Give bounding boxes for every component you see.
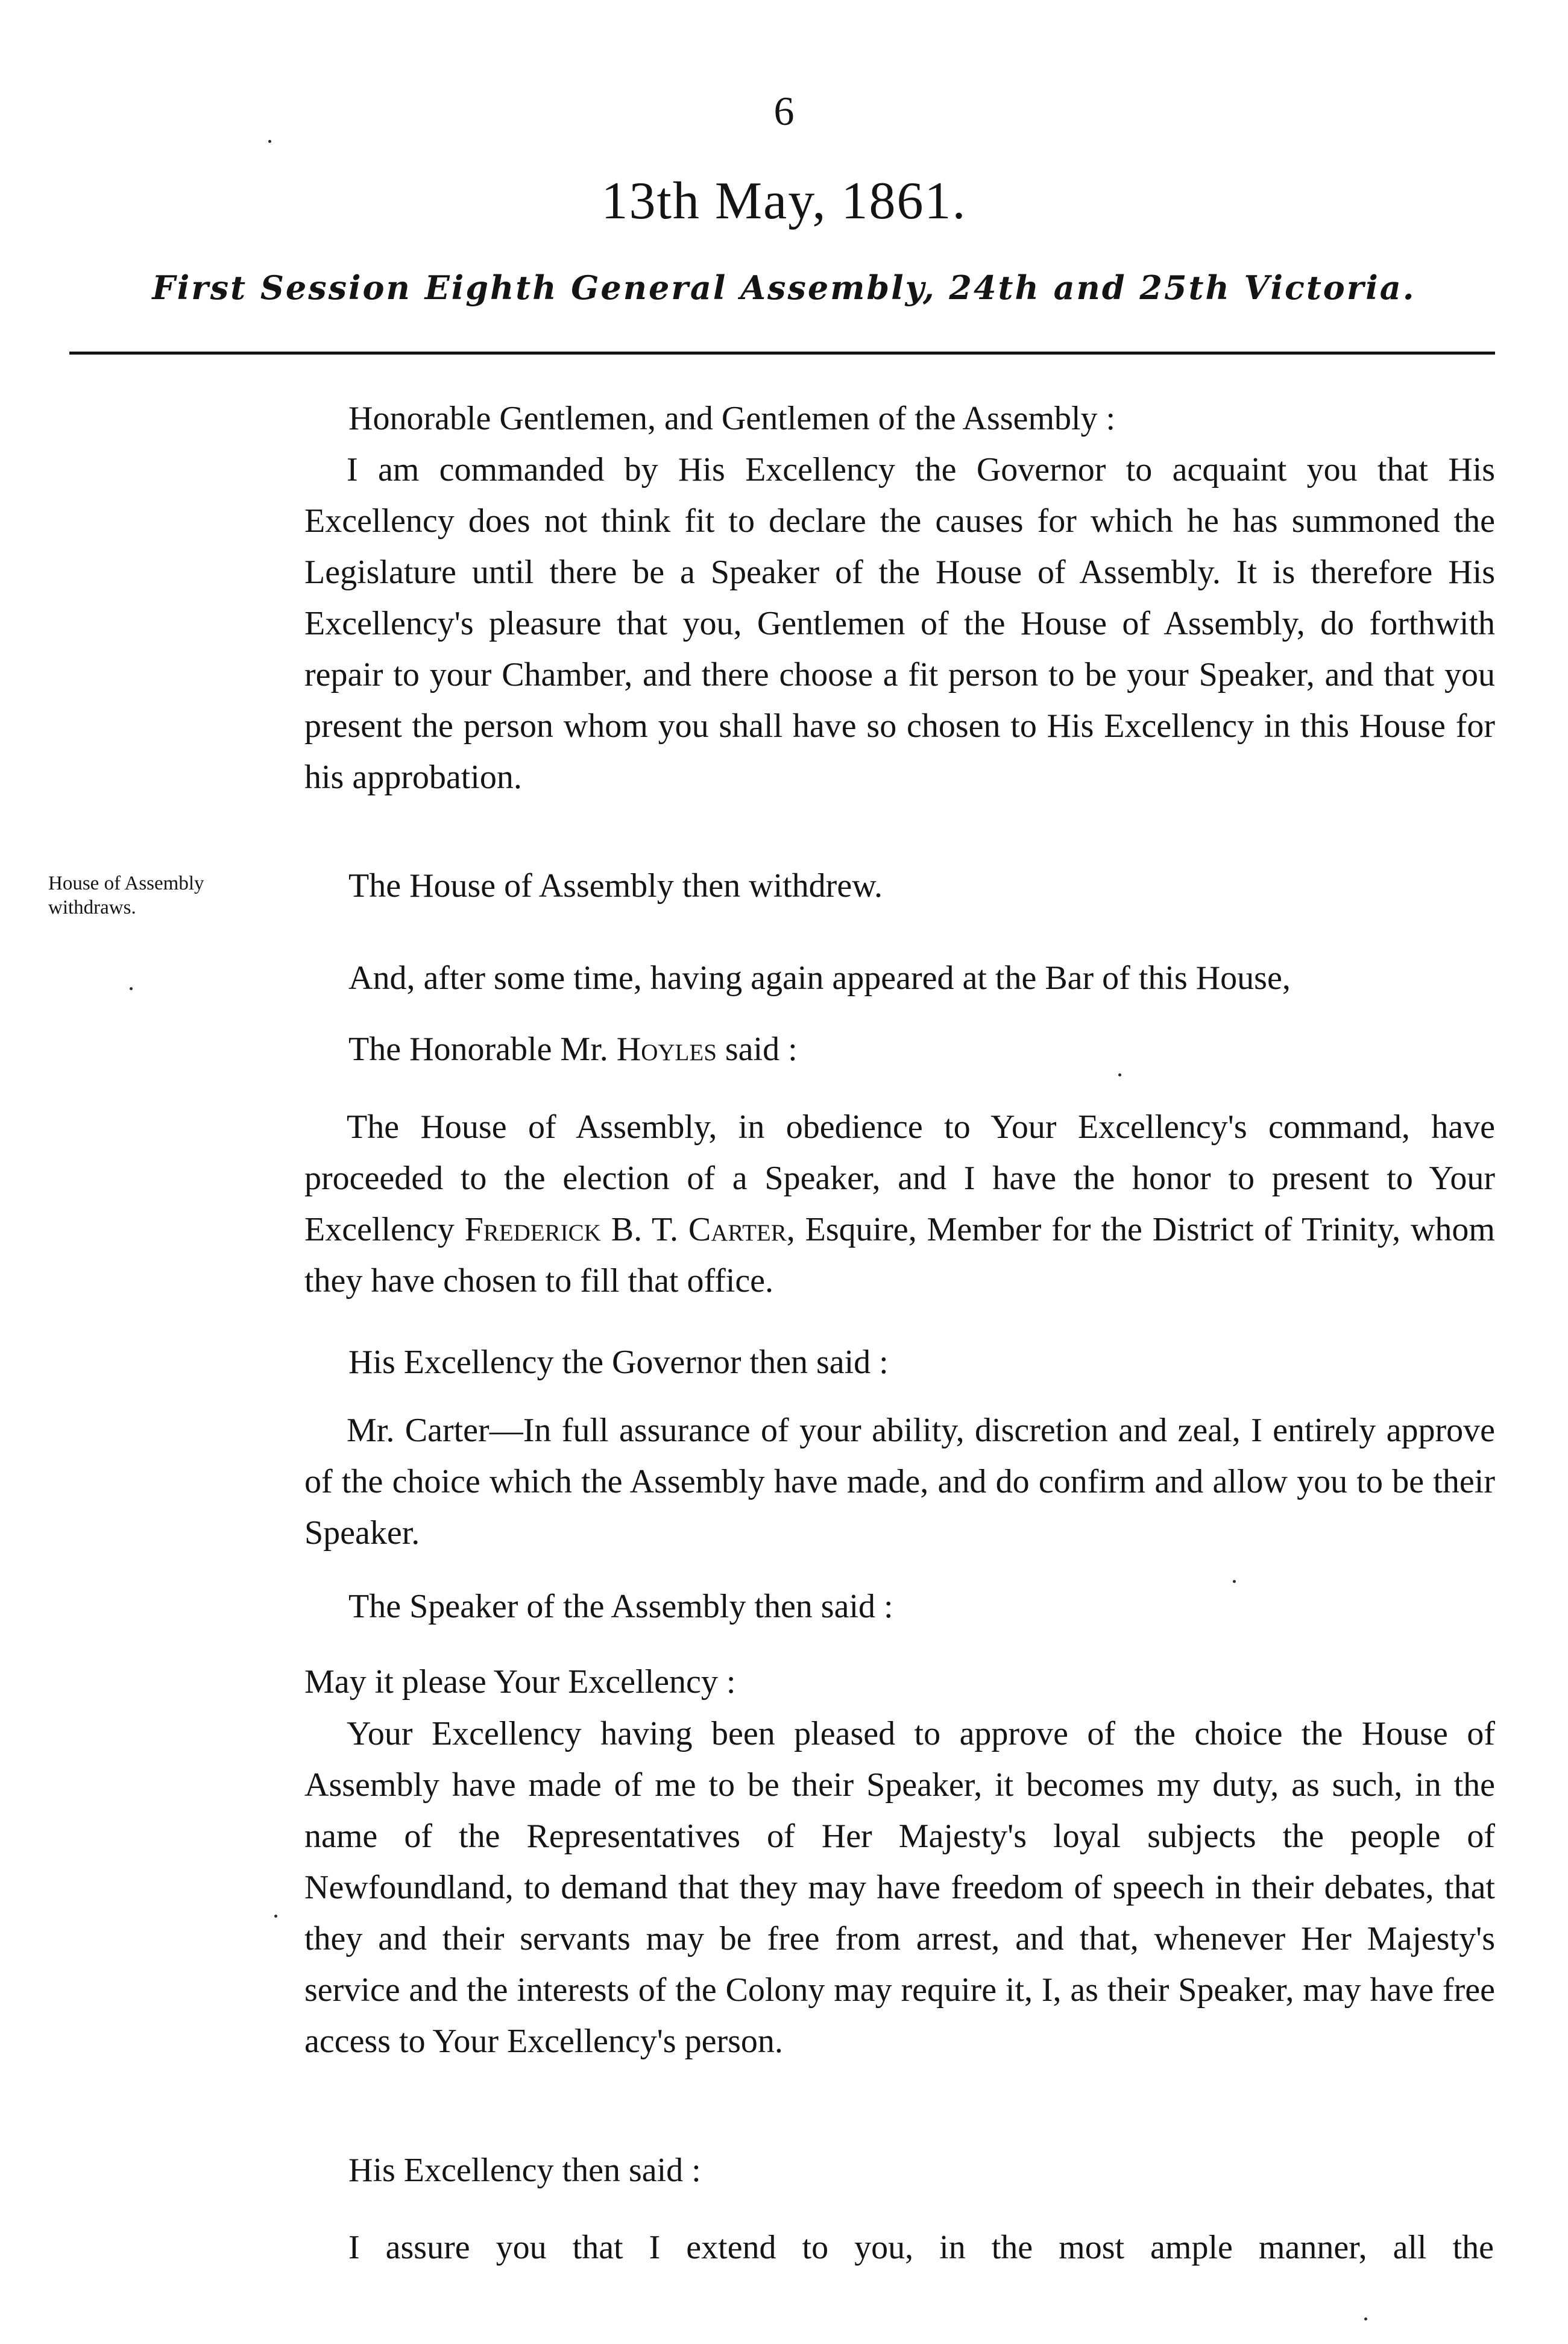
paragraph-address: Honorable Gentlemen, and Gentlemen of the Assembly :	[348, 400, 1116, 437]
paragraph-appeared-at-bar: And, after some time, having again appeared at the Bar of this House,	[348, 959, 1291, 997]
paragraph-election-report: The House of Assembly, in obedience to Your Excellency's command, have proceeded to the election of a Speaker, and I have the honor to present to Your Excellency Frederick B. T. Carter, Esquire, Member for the District of Trinity, whom they have chosen to fill that office.	[304, 1108, 1495, 1300]
paragraph-assembly-withdrew: The House of Assembly then withdrew.	[348, 867, 883, 905]
page-number: 6	[773, 88, 795, 134]
name-frederick: Frederick	[464, 1211, 601, 1248]
paragraph-excellency-said: His Excellency then said :	[348, 2152, 701, 2189]
paragraph-hoyles-said: The Honorable Mr. Hoyles said :	[348, 1031, 798, 1068]
print-speck	[1118, 1073, 1121, 1076]
page-date: 13th May, 1861.	[601, 172, 967, 230]
margin-note-line-2: withdraws.	[48, 897, 136, 918]
print-speck	[1364, 2317, 1367, 2320]
margin-note-line-1: House of Assembly	[48, 873, 204, 894]
paragraph-governor-message: I am commanded by His Excellency the Governor to acquaint you that His Excellency does not think fit to declare the causes for which he has summoned the Legislature until there be a Speaker of the House of Assembly. It is therefore His Excellency's pleasure that you, Gentlemen of the House of Assembly, do forthwith repair to your Chamber, and there choose a fit person to be your Speaker, and that you present the person whom you shall have so chosen to His Excellency in this House for his approbation.	[304, 451, 1495, 796]
print-speck	[1233, 1580, 1236, 1583]
name-carter: Carter	[688, 1211, 787, 1248]
paragraph-speaker-said: The Speaker of the Assembly then said :	[348, 1588, 893, 1625]
paragraph-assurance: I assure you that I extend to you, in the most ample manner, all the	[348, 2229, 1494, 2266]
paragraph-approval: Mr. Carter—In full assurance of your ability, discretion and zeal, I entirely approve of the choice which the Assembly have made, and do confirm and allow you to be their Speaker.	[304, 1412, 1495, 1552]
paragraph-speaker-petition: Your Excellency having been pleased to approve of the choice the House of Assembly have made of me to be their Speaker, it becomes my duty, as such, in the name of the Representatives of Her Majesty's loyal subjects the people of Newfoundland, to demand that they may have freedom of speech in their debates, that they and their servants may be free from arrest, and that, whenever Her Majesty's service and the interests of the Colony may require it, I, as their Speaker, may have free access to Your Excellency's person.	[304, 1715, 1495, 2060]
print-speck	[274, 1915, 277, 1918]
session-header: First Session Eighth General Assembly, 24th and 25th Victoria.	[152, 268, 1416, 307]
print-speck	[130, 987, 133, 990]
paragraph-governor-said: His Excellency the Governor then said :	[348, 1344, 889, 1381]
margin-note	[48, 871, 313, 920]
paragraph-may-it-please: May it please Your Excellency :	[304, 1663, 736, 1701]
header-rule	[69, 352, 1495, 355]
print-speck	[268, 140, 271, 143]
speaker-name-hoyles: Hoyles	[616, 1031, 717, 1068]
